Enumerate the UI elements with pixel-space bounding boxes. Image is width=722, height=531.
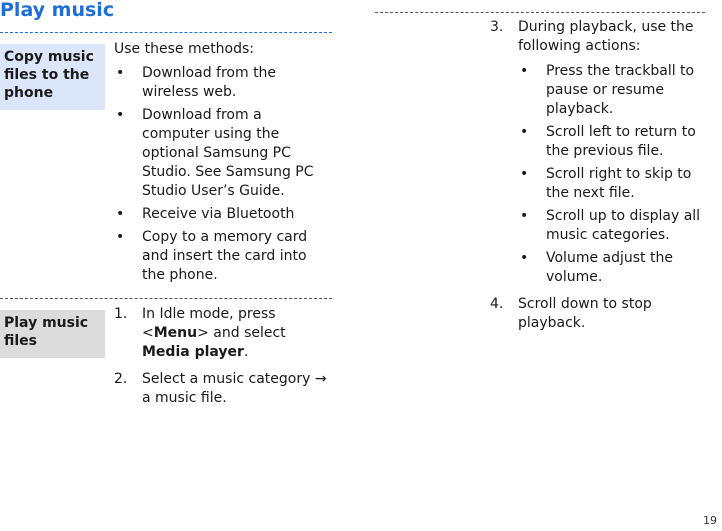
right-column-divider [375,12,705,13]
section-divider [0,298,332,299]
media-player-label: Media player [142,344,244,360]
bullet-icon: • [116,107,125,123]
step-number: 2. [114,371,128,387]
step-number: 3. [490,19,504,35]
list-item: • Scroll up to display all music categories. [520,208,701,243]
play-music-label: Play music files [0,310,105,358]
step-3: 3. During playback, use the following actions: • Press the trackball to pause or resume playback. • Scroll left to return to the previous file. • Scroll right to skip to the next file. • Scroll up to display all music categories. • Volume adjust the volume. [490,18,710,287]
bullet-icon: • [520,124,529,140]
copy-methods-list [114,64,330,285]
step-number: 1. [114,306,128,322]
bullet-icon: • [116,65,125,81]
step-number: 4. [490,296,504,312]
list-item: • Download from a computer using the optional Samsung PC Studio. See Samsung PC Studio User’s Guide. [116,107,314,199]
list-item: • Scroll left to return to the previous file. [520,124,696,159]
page-number: 19 [703,514,717,527]
bullet-icon: • [116,229,125,245]
playback-actions-list [518,62,710,287]
list-item: • Press the trackball to pause or resume playback. [520,63,695,117]
list-item: • Receive via Bluetooth [116,206,295,222]
step-2: 2. Select a music category → a music file. [114,371,327,406]
bullet-icon: • [520,250,529,266]
title-divider [0,32,332,33]
copy-methods-intro: Use these methods: [114,41,255,57]
copy-music-content [114,40,330,289]
menu-key-label: Menu [153,325,198,341]
list-item: • Scroll right to skip to the next file. [520,166,692,201]
page-title: Play music [0,0,115,21]
bullet-icon: • [520,208,529,224]
step-1: 1. In Idle mode, press <Menu> and select Media player. [114,306,286,360]
step-4: 4. Scroll down to stop playback. [490,296,652,331]
bullet-icon: • [520,166,529,182]
play-music-steps-right [490,18,710,341]
list-item: • Volume adjust the volume. [520,250,673,285]
list-item: • Download from the wireless web. [116,65,277,100]
play-music-steps-left [114,305,330,416]
steps-list [114,305,330,408]
copy-music-label: Copy music files to the phone [0,44,105,110]
bullet-icon: • [520,63,529,79]
list-item: • Copy to a memory card and insert the card into the phone. [116,229,308,283]
bullet-icon: • [116,206,125,222]
steps-list [490,18,710,333]
